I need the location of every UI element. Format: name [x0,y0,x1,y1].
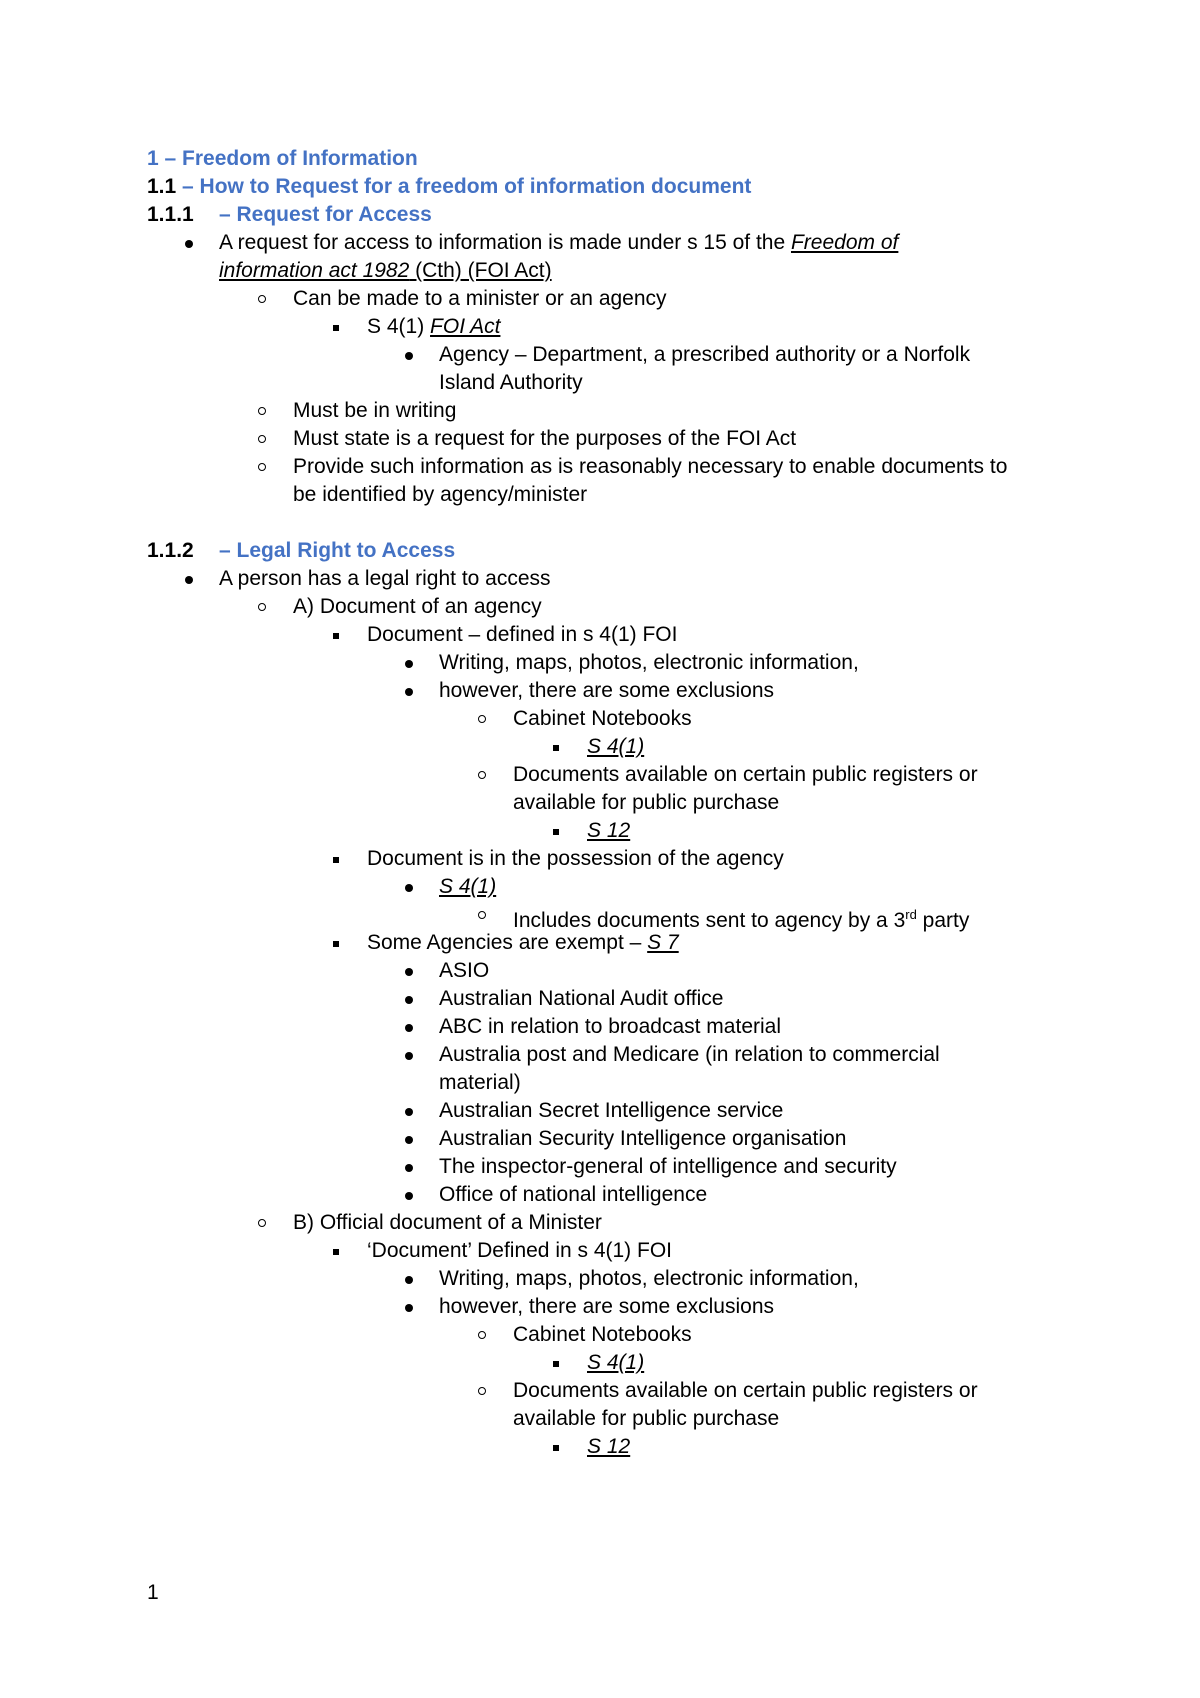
list-item-text: Can be made to a minister or an agency [293,287,667,310]
list-item-text: A) Document of an agency [293,595,542,618]
disc-bullet-icon [405,1164,413,1172]
list-item-text: Australia post and Medicare (in relation to commercial [439,1043,940,1066]
list-item-text: Document is in the possession of the agency [367,847,784,870]
square-bullet-icon [553,745,559,751]
page-number: 1 [147,1581,159,1604]
list-item-text: available for public purchase [513,791,780,814]
list-item-text: S 4(1) FOI Act [367,315,501,338]
circle-bullet-icon [478,715,486,723]
list-item-text: Australian Secret Intelligence service [439,1099,784,1122]
list-item-text: Includes documents sent to agency by a 3rd party [513,907,970,932]
heading-1-1-number: 1.1 [147,175,177,198]
list-item-text: Must be in writing [293,399,457,422]
list-item-text: S 12 [587,1435,631,1458]
list-item-text: Cabinet Notebooks [513,1323,692,1346]
disc-bullet-icon [185,576,193,584]
square-bullet-icon [553,1445,559,1451]
list-item-text: Document – defined in s 4(1) FOI [367,623,678,646]
disc-bullet-icon [405,660,413,668]
list-item-text: S 4(1) [587,735,645,758]
list-item-text: Writing, maps, photos, electronic information, [439,1267,859,1290]
list-item-text: Provide such information as is reasonably necessary to enable documents to [293,455,1008,478]
list-item-text: The inspector-general of intelligence and security [439,1155,897,1178]
circle-bullet-icon [258,435,266,443]
disc-bullet-icon [405,1192,413,1200]
heading-1-1-2 [147,538,456,564]
disc-bullet-icon [405,968,413,976]
list-item-text: S 4(1) [439,875,497,898]
square-bullet-icon [333,1249,339,1255]
disc-bullet-icon [405,1304,413,1312]
list-item-text: however, there are some exclusions [439,679,775,702]
disc-bullet-icon [405,352,413,360]
heading-1-1-1 [147,202,432,228]
list-item-text: S 12 [587,819,631,842]
circle-bullet-icon [478,1387,486,1395]
disc-bullet-icon [405,1136,413,1144]
circle-bullet-icon [258,463,266,471]
list-item-text: Writing, maps, photos, electronic information, [439,651,859,674]
list-item-text: Australian National Audit office [439,987,724,1010]
heading-1-1-2-text: – Legal Right to Access [219,539,456,562]
square-bullet-icon [553,1361,559,1367]
list-item-text: Australian Security Intelligence organisation [439,1127,847,1150]
list-item-text: available for public purchase [513,1407,780,1430]
heading-1-1-2-number: 1.1.2 [147,539,194,562]
square-bullet-icon [333,857,339,863]
list-item-text: Some Agencies are exempt – S 7 [367,931,679,954]
disc-bullet-icon [405,688,413,696]
heading-1-1-text: – How to Request for a freedom of information document [176,175,752,198]
circle-bullet-icon [478,771,486,779]
square-bullet-icon [333,941,339,947]
square-bullet-icon [333,633,339,639]
disc-bullet-icon [405,884,413,892]
list-item-text: material) [439,1071,521,1094]
heading-1 [147,146,418,172]
list-item-text: B) Official document of a Minister [293,1211,602,1234]
circle-bullet-icon [258,295,266,303]
heading-1-1 [147,174,751,200]
list-item-text: A request for access to information is made under s 15 of the Freedom of [219,231,899,254]
list-item-text: Agency – Department, a prescribed authority or a Norfolk [439,343,971,366]
list-item-text: Documents available on certain public registers or [513,763,978,786]
heading-1-1-1-text: – Request for Access [219,203,432,226]
disc-bullet-icon [405,1052,413,1060]
list-item-text: Island Authority [439,371,583,394]
list-item-text: S 4(1) [587,1351,645,1374]
circle-bullet-icon [258,603,266,611]
square-bullet-icon [333,325,339,331]
list-item-text: Cabinet Notebooks [513,707,692,730]
disc-bullet-icon [405,1024,413,1032]
circle-bullet-icon [258,1219,266,1227]
disc-bullet-icon [405,996,413,1004]
heading-1-1-1-number: 1.1.1 [147,203,194,226]
circle-bullet-icon [478,1331,486,1339]
list-item-text: information act 1982 (Cth) (FOI Act) [219,259,552,282]
list-item-text: A person has a legal right to access [219,567,551,590]
disc-bullet-icon [405,1108,413,1116]
circle-bullet-icon [478,911,486,919]
list-item-text: Documents available on certain public registers or [513,1379,978,1402]
list-item-text: ASIO [439,959,490,982]
list-item-text: Office of national intelligence [439,1183,708,1206]
list-item-text: ABC in relation to broadcast material [439,1015,781,1038]
list-item-text: be identified by agency/minister [293,483,588,506]
list-item-text: Must state is a request for the purposes of the FOI Act [293,427,797,450]
disc-bullet-icon [405,1276,413,1284]
disc-bullet-icon [185,240,193,248]
circle-bullet-icon [258,407,266,415]
list-item-text: ‘Document’ Defined in s 4(1) FOI [367,1239,673,1262]
square-bullet-icon [553,829,559,835]
heading-1-text: 1 – Freedom of Information [147,147,418,170]
list-item-text: however, there are some exclusions [439,1295,775,1318]
